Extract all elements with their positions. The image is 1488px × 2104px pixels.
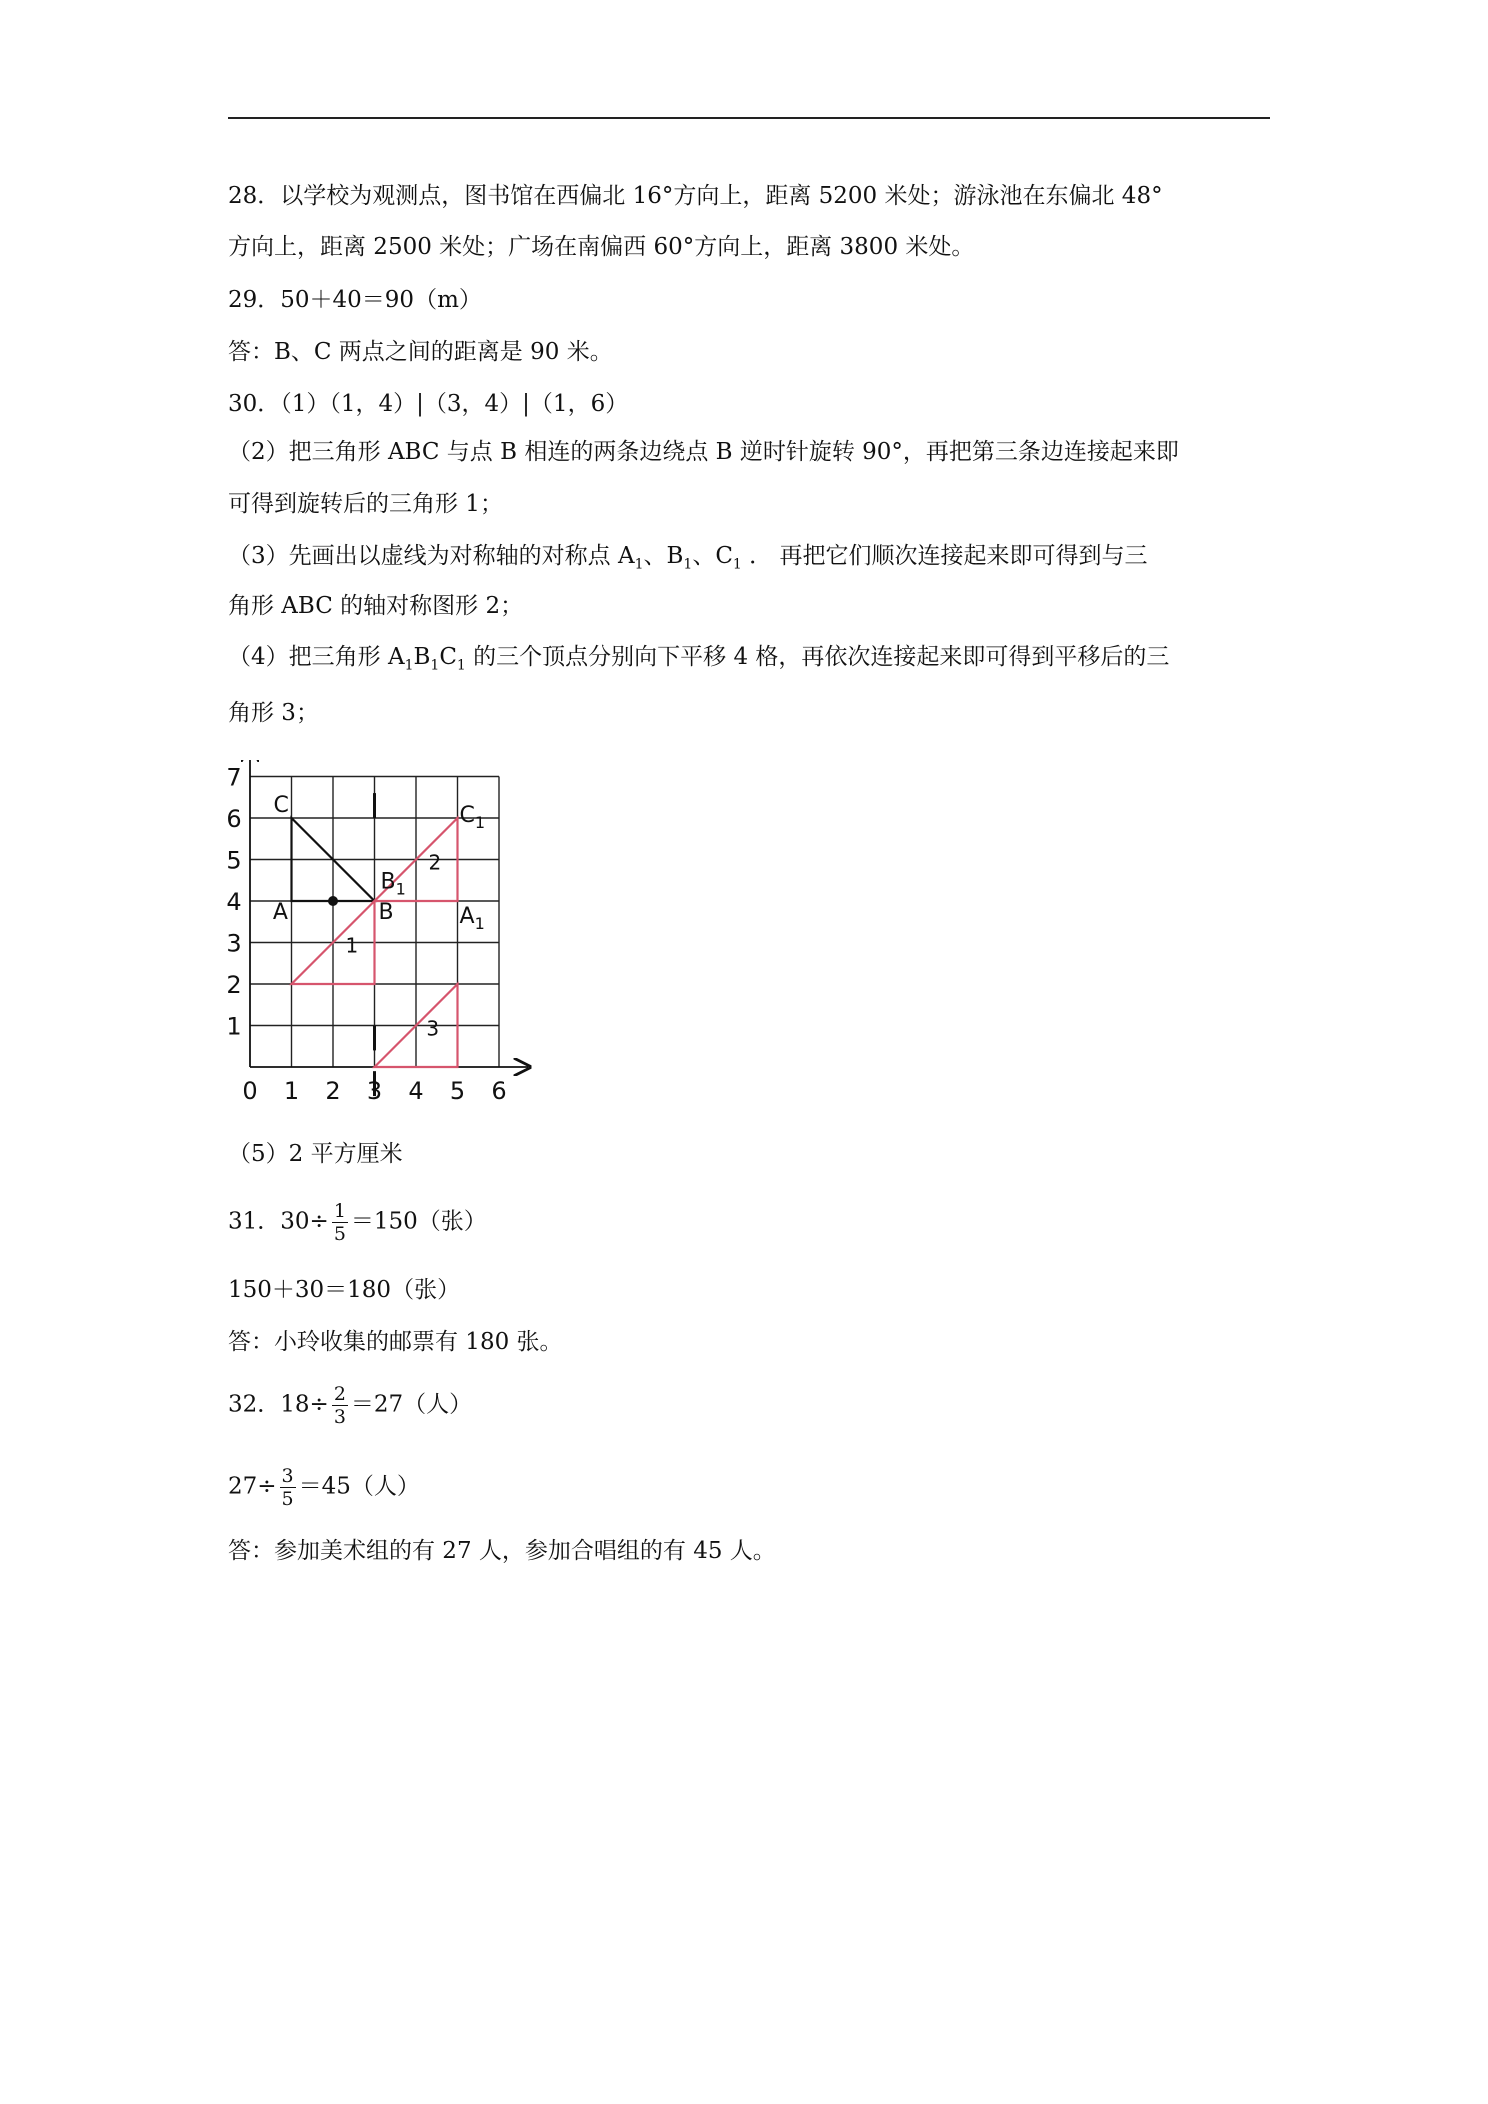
q32-fraction2: $\frac{3}{5}$ xyxy=(281,1465,294,1510)
x-tick-label: 5 xyxy=(449,1077,466,1105)
q32-fraction1: $\frac{2}{3}$ xyxy=(333,1383,346,1428)
q30-part4-line1: （4）把三角形 $A_1B_1C_1$ 的三个顶点分别向下平移 4 格，再依次连接起来即可得到平移后的三 xyxy=(228,644,1170,674)
q32-calc2: 27÷ $\frac{3}{5}$ ＝45（人） xyxy=(228,1465,420,1510)
q32-calc1: 32．18÷ $\frac{2}{3}$ ＝27（人） xyxy=(228,1383,473,1428)
q31-calc1: 31．30÷ $\frac{1}{5}$ ＝150（张） xyxy=(228,1200,487,1245)
x-tick-label: 4 xyxy=(408,1077,424,1105)
q30-part3-line2: 角形 ABC 的轴对称图形 2； xyxy=(228,593,524,619)
q31-answer: 答：小玲收集的邮票有 180 张。 xyxy=(228,1329,563,1355)
y-tick-label: 4 xyxy=(226,888,242,916)
y-tick-label: 7 xyxy=(226,763,242,792)
q31-calc2: 150＋30＝180（张） xyxy=(228,1277,461,1303)
x-tick-label: 0 xyxy=(242,1077,258,1105)
q31-fraction: $\frac{1}{5}$ xyxy=(333,1200,346,1245)
q30-part2-line2: 可得到旋转后的三角形 1； xyxy=(228,491,503,517)
q28-line1: 28．以学校为观测点，图书馆在西偏北 16°方向上，距离 5200 米处；游泳池在东偏北 48° xyxy=(228,183,1163,209)
label-c1: $C_1$ xyxy=(459,803,486,832)
midpoint-dot xyxy=(328,896,338,906)
label-triangle-2: 2 xyxy=(428,850,442,875)
y-tick-label: 2 xyxy=(226,971,242,999)
coordinate-grid-figure xyxy=(222,760,542,1120)
label-a: A xyxy=(272,900,288,925)
x-tick-label: 3 xyxy=(366,1077,383,1105)
q29-calc: 29．50＋40＝90（m） xyxy=(228,287,482,313)
label-triangle-1: 1 xyxy=(345,933,359,958)
q30-part4-line2: 角形 3； xyxy=(228,700,319,726)
label-c: C xyxy=(273,793,289,818)
y-tick-label: 1 xyxy=(226,1012,242,1041)
q30-part1: 30．（1）（1，4）|（3，4）|（1，6） xyxy=(228,391,629,417)
q30-part2-line1: （2）把三角形 ABC 与点 B 相连的两条边绕点 B 逆时针旋转 90°，再把第三条边连接起来即 xyxy=(228,439,1179,465)
y-tick-label: 6 xyxy=(226,805,242,833)
label-triangle-3: 3 xyxy=(426,1016,440,1041)
label-b: B xyxy=(378,900,394,925)
q32-answer: 答：参加美术组的有 27 人，参加合唱组的有 45 人。 xyxy=(228,1538,776,1564)
x-tick-label: 1 xyxy=(283,1077,300,1105)
q30-part3-line1: （3）先画出以虚线为对称轴的对称点 $A_1$、$B_1$、$C_1$ ． 再把它们顺次连接起来即可得到与三 xyxy=(228,543,1148,573)
x-tick-label: 2 xyxy=(325,1077,341,1105)
q28-line2: 方向上，距离 2500 米处；广场在南偏西 60°方向上，距离 3800 米处。 xyxy=(228,234,975,260)
label-a1: $A_1$ xyxy=(459,904,485,933)
y-tick-label: 3 xyxy=(226,929,242,958)
label-b1: $B_1$ xyxy=(380,869,406,899)
x-tick-label: 6 xyxy=(491,1077,507,1105)
y-tick-label: 5 xyxy=(226,846,242,875)
q29-answer: 答：B、C 两点之间的距离是 90 米。 xyxy=(228,339,613,365)
q30-part5: （5）2 平方厘米 xyxy=(228,1141,403,1167)
header-rule xyxy=(228,117,1270,119)
